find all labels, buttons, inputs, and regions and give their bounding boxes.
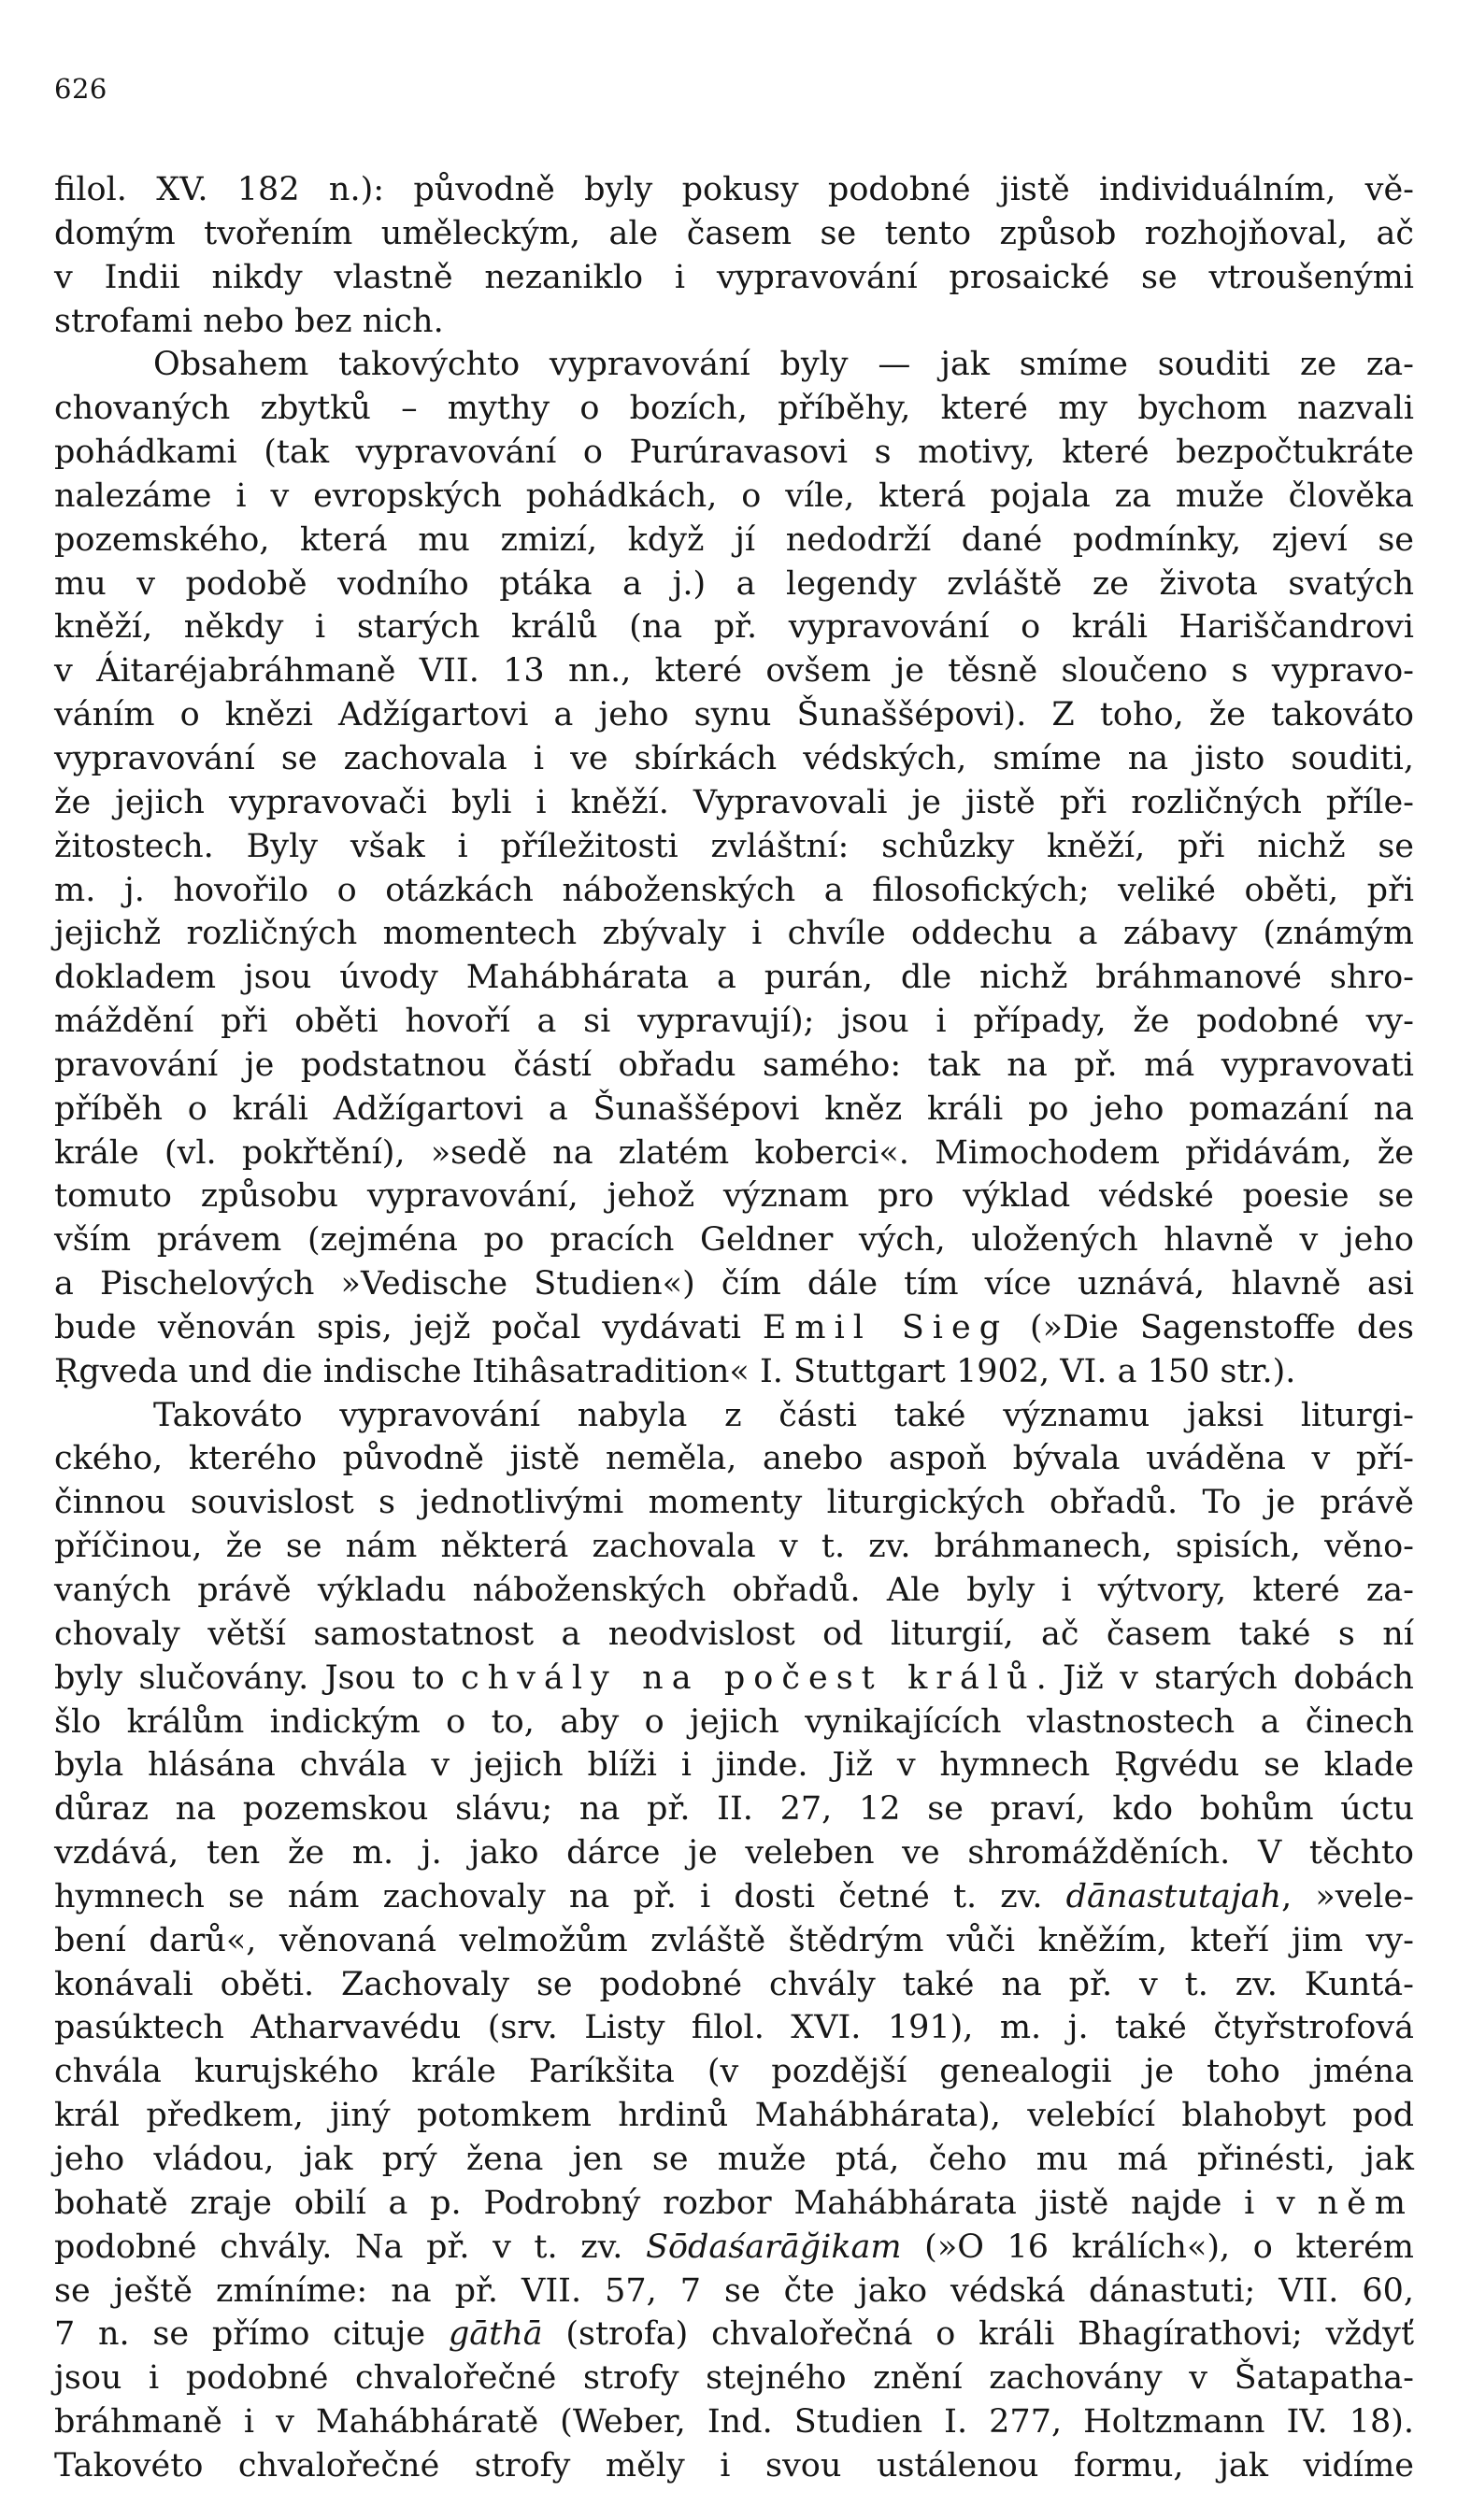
text-line: m. j. hovořilo o otázkách náboženských a filosofických; veliké oběti, při	[54, 871, 1414, 909]
text-line: v Indii nikdy vlastně nezaniklo i vypravování prosaické se vtroušenými	[54, 258, 1414, 296]
text-line: dokladem jsou úvody Mahábhárata a purán, dle nichž bráhmanové shro-	[54, 959, 1414, 997]
text-line: jeho vládou, jak prý žena jen se muže ptá, čeho mu má přinésti, jak	[54, 2140, 1414, 2178]
text-line: příběh o králi Adžígartovi a Šunaššépovi kněz králi po jeho pomazání na	[54, 1089, 1414, 1128]
text-line: pasúktech Atharvavédu (srv. Listy filol. XVI. 191), m. j. také čtyřstrofová	[54, 2009, 1414, 2047]
text-line: a Pischelových »Vedische Studien«) čím dále tím více uznává, hlavně asi	[54, 1265, 1414, 1303]
text-line: konávali oběti. Zachovaly se podobné chvály také na př. v t. zv. Kuntá-	[54, 1965, 1414, 2003]
text-line	[54, 1657, 1414, 1701]
body-text	[54, 168, 1414, 2488]
text-line: ckého, kterého původně jistě neměla, anebo aspoň bývala uváděna v pří-	[54, 1440, 1414, 1478]
text-line: Ṛgveda und die indische Itihâsatradition« I. Stuttgart 1902, VI. a 150 str.).	[54, 1352, 1296, 1390]
text-line: Obsahem takovýchto vypravování byly — jak smíme souditi ze za-	[153, 346, 1414, 384]
text-line: bení darů«, věnovaná velmožům zvláště štědrým vůči kněžím, kteří jim vy-	[54, 1921, 1414, 1959]
author-name: Emil Sieg	[762, 1308, 1009, 1346]
text-line: vším právem (zejména po pracích Geldner vých, uložených hlavně v jeho	[54, 1221, 1414, 1260]
text-line: nalezáme i v evropských pohádkách, o víle, která pojala za muže člověka	[54, 477, 1414, 515]
text-line: mu v podobě vodního ptáka a j.) a legendy zvláště ze života svatých	[54, 564, 1414, 603]
text-line: domým tvořením uměleckým, ale časem se tento způsob rozhojňoval, ač	[54, 214, 1414, 252]
text-line: král předkem, jiný potomkem hrdinů Mahábhárata), velebící blahobyt pod	[54, 2097, 1414, 2135]
text-line: příčinou, že se nám některá zachovala v t. zv. bráhmanech, spisích, věno-	[54, 1528, 1414, 1566]
text-line: bráhmaně i v Mahábháratě (Weber, Ind. Studien I. 277, Holtzmann IV. 18).	[54, 2403, 1414, 2442]
text-run: , »vele-	[1281, 1877, 1414, 1915]
text-line: jejichž rozličných momentech zbývaly i chvíle oddechu a zábavy (známým	[54, 915, 1414, 953]
text-run: bude věnován spis, jejž počal vydávati	[54, 1308, 763, 1346]
term-sodasaragikam: Sōdaśarāğikam	[645, 2228, 902, 2266]
text-line: chvála kurujského krále Paríkšita (v pozdější genealogii je toho jména	[54, 2053, 1414, 2091]
text-line: Takováto vypravování nabyla z části také významu jaksi liturgi-	[153, 1396, 1414, 1434]
text-line: strofami nebo bez nich.	[54, 302, 444, 340]
text-line: vaných právě výkladu náboženských obřadů. Ale byly i výtvory, které za-	[54, 1572, 1414, 1609]
emphasized-phrase: chvály na počest králů	[461, 1659, 1036, 1697]
paragraph-3	[54, 1394, 1414, 2488]
text-line: pozemského, která mu zmizí, když jí nedodrží dané podmínky, zjeví se	[54, 520, 1414, 559]
text-line: tomuto způsobu vypravování, jehož význam pro výklad védské poesie se	[54, 1177, 1414, 1216]
text-line	[54, 2313, 1414, 2356]
term-gatha: gāthā	[448, 2315, 543, 2354]
text-line: pravování je podstatnou částí obřadu samého: tak na př. má vypravovati	[54, 1046, 1414, 1084]
text-line: kněží, někdy i starých králů (na př. vypravování o králi Hariščandrovi	[54, 608, 1414, 647]
text-line: máždění při oběti hovoří a si vypravují); jsou i případy, že podobné vy-	[54, 1003, 1414, 1041]
text-line	[54, 2182, 1414, 2226]
text-run: . Již v starých dobách	[1036, 1659, 1414, 1697]
text-line: krále (vl. pokřtění), »sedě na zlatém koberci«. Mimochodem přidávám, že	[54, 1133, 1414, 1172]
text-line	[54, 1306, 1414, 1350]
text-line: že jejich vypravovači byli i kněží. Vypravovali je jistě při rozličných příle-	[54, 783, 1414, 821]
text-run: hymnech se nám zachovaly na př. i dosti četné t. zv.	[54, 1877, 1066, 1915]
text-line: se ještě zmíníme: na př. VII. 57, 7 se čte jako védská dánastuti; VII. 60,	[54, 2271, 1414, 2310]
text-line: pohádkami (tak vypravování o Purúravasovi s motivy, které bezpočtukráte	[54, 434, 1414, 472]
text-run: 7 n. se přímo cituje	[54, 2315, 449, 2354]
text-line: Takovéto chvalořečné strofy měly i svou ustálenou formu, jak vidíme	[54, 2446, 1414, 2484]
text-line: filol. XV. 182 n.): původně byly pokusy podobné jistě individuálním, vě-	[54, 171, 1414, 208]
text-line: váním o knězi Adžígartovi a jeho synu Šunaššépovi). Z toho, že takováto	[54, 696, 1414, 734]
text-run: byly slučovány. Jsou to	[54, 1659, 462, 1697]
text-line	[54, 2226, 1414, 2270]
text-line: vypravování se zachovala i ve sbírkách védských, smíme na jisto souditi,	[54, 739, 1414, 777]
text-line	[54, 1875, 1414, 1919]
text-run: (»Die Sagenstoffe des	[1008, 1308, 1414, 1346]
text-line: v Áitaréjabráhmaně VII. 13 nn., které ovšem je těsně sloučeno s vypravo-	[54, 652, 1414, 691]
text-line: jsou i podobné chvalořečné strofy stejného znění zachovány v Šatapatha-	[54, 2359, 1414, 2398]
paragraph-1	[54, 168, 1414, 343]
text-run: (strofa) chvalořečná o králi Bhagírathovi; vždyť	[542, 2315, 1415, 2354]
text-run: podobné chvály. Na př. v t. zv.	[54, 2228, 646, 2266]
text-run: (»O 16 králích«), o kterém	[901, 2228, 1414, 2266]
paragraph-2	[54, 343, 1414, 1393]
text-line: chovaných zbytků – mythy o bozích, příběhy, které my bychom nazvali	[54, 390, 1414, 428]
text-line: důraz na pozemskou slávu; na př. II. 27, 12 se praví, kdo bohům úctu	[54, 1790, 1414, 1829]
text-line: vzdává, ten že m. j. jako dárce je veleben ve shromážděních. V těchto	[54, 1834, 1414, 1872]
term-danastuti: dānastutajah	[1065, 1877, 1282, 1915]
text-line: šlo králům indickým o to, aby o jejich vynikajících vlastnostech a činech	[54, 1702, 1414, 1741]
text-line: chovaly větší samostatnost a neodvislost od liturgií, ač časem také s ní	[54, 1615, 1414, 1653]
emphasized-word: něm	[1317, 2184, 1414, 2222]
text-run: bohatě zraje obilí a p. Podrobný rozbor Mahábhárata jistě najde i v	[54, 2184, 1318, 2222]
text-line: činnou souvislost s jednotlivými momenty liturgických obřadů. To je právě	[54, 1484, 1414, 1522]
page-number: 626	[54, 73, 107, 105]
text-line: žitostech. Byly však i příležitosti zvláštní: schůzky kněží, při nichž se	[54, 827, 1414, 865]
text-line: byla hlásána chvála v jejich blíži i jinde. Již v hymnech Ṛgvédu se klade	[54, 1746, 1414, 1785]
